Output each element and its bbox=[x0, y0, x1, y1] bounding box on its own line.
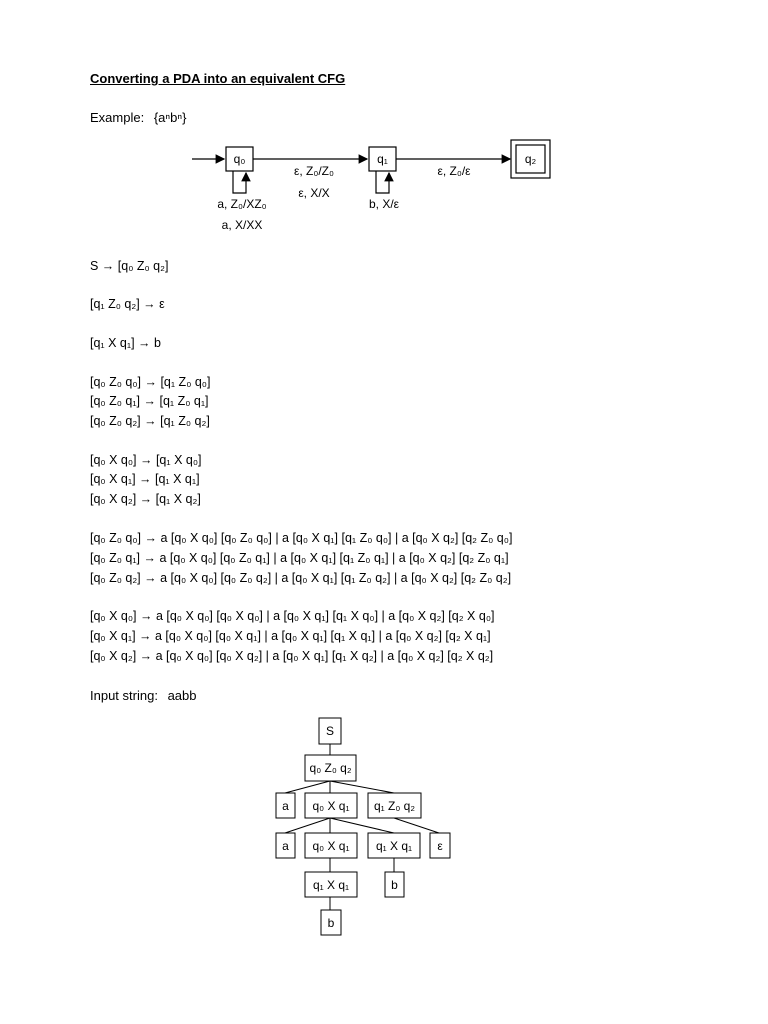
rule-eps-x-0: [q₀ X q₀] → [q₁ X q₀] bbox=[90, 453, 202, 467]
tree-node-n2-label: q₀ X q₁ bbox=[312, 799, 350, 813]
rule-push-z-1: [q₀ Z₀ q₁] → a [q₀ X q₀] [q₀ Z₀ q₁] | a [q₀ X q₁] [q₁ Z₀ q₁] | a [q₀ X q₂] [q₂ Z₀ q₁] bbox=[90, 551, 509, 565]
example-language: {aⁿbⁿ} bbox=[153, 110, 187, 125]
loop-q0-label-1: a, Z₀/XZ₀ bbox=[217, 197, 267, 211]
rule-push-z-2: [q₀ Z₀ q₂] → a [q₀ X q₀] [q₀ Z₀ q₂] | a [q₀ X q₁] [q₁ Z₀ q₂] | a [q₀ X q₂] [q₂ Z₀ q₂] bbox=[90, 571, 512, 585]
tree-node-root-label: S bbox=[325, 724, 335, 738]
tree-node-n5-label: q₁ X q₁ bbox=[375, 839, 413, 853]
input-value: aabb bbox=[167, 688, 197, 703]
rule-push-x-1: [q₀ X q₁] → a [q₀ X q₀] [q₀ X q₁] | a [q₀ X q₁] [q₁ X q₁] | a [q₀ X q₂] [q₂ X q₁] bbox=[90, 629, 491, 643]
tree-node-n3-label: q₁ Z₀ q₂ bbox=[373, 799, 416, 813]
tree-node-b1-label: b bbox=[391, 878, 398, 892]
state-q0-label: q₀ bbox=[233, 152, 246, 166]
pda-diagram bbox=[0, 0, 768, 250]
tree-node-a2-label: a bbox=[282, 839, 289, 853]
tree-edge bbox=[285, 818, 330, 833]
rule-start: S → [q₀ Z₀ q₂] bbox=[90, 259, 169, 273]
tree-node-eps-label: ε bbox=[437, 839, 443, 853]
rule-1: [q₁ Z₀ q₂] → ε bbox=[90, 297, 165, 311]
edge-q0-q1-label-2: ε, X/X bbox=[298, 186, 330, 200]
input-label: Input string: bbox=[90, 688, 158, 703]
tree-edge bbox=[285, 781, 330, 793]
state-q2-label: q₂ bbox=[524, 152, 537, 166]
rule-eps-x-2: [q₀ X q₂] → [q₁ X q₂] bbox=[90, 492, 201, 506]
parse-tree bbox=[0, 700, 768, 950]
tree-node-b2-label: b bbox=[327, 916, 335, 930]
rule-eps-x-1: [q₀ X q₁] → [q₁ X q₁] bbox=[90, 472, 200, 486]
tree-edge bbox=[330, 818, 394, 833]
rule-push-x-2: [q₀ X q₂] → a [q₀ X q₀] [q₀ X q₂] | a [q₀ X q₁] [q₁ X q₂] | a [q₀ X q₂] [q₂ X q₂] bbox=[90, 649, 494, 663]
loop-q1-label: b, X/ε bbox=[368, 197, 400, 211]
edge-q0-q1-label-1: ε, Z₀/Z₀ bbox=[294, 164, 334, 178]
tree-node-n4-label: q₀ X q₁ bbox=[312, 839, 350, 853]
loop-q0-label-2: a, X/XX bbox=[221, 218, 263, 232]
tree-node-n6-label: q₁ X q₁ bbox=[312, 878, 350, 892]
tree-node-a1-label: a bbox=[282, 799, 289, 813]
loop-q1 bbox=[376, 171, 389, 193]
rule-eps-z-1: [q₀ Z₀ q₁] → [q₁ Z₀ q₁] bbox=[90, 394, 209, 408]
rule-push-x-0: [q₀ X q₀] → a [q₀ X q₀] [q₀ X q₀] | a [q₀ X q₁] [q₁ X q₀] | a [q₀ X q₂] [q₂ X q₀] bbox=[90, 609, 495, 623]
example-label: Example: bbox=[90, 110, 145, 125]
rule-eps-z-2: [q₀ Z₀ q₂] → [q₁ Z₀ q₂] bbox=[90, 414, 210, 428]
rule-2: [q₁ X q₁] → b bbox=[90, 336, 161, 350]
rule-eps-z-0: [q₀ Z₀ q₀] → [q₁ Z₀ q₀] bbox=[90, 375, 211, 389]
state-q1-label: q₁ bbox=[377, 152, 388, 166]
rule-push-z-0: [q₀ Z₀ q₀] → a [q₀ X q₀] [q₀ Z₀ q₀] | a [q₀ X q₁] [q₁ Z₀ q₀] | a [q₀ X q₂] [q₂ Z₀ q₀] bbox=[90, 531, 513, 545]
page-title: Converting a PDA into an equivalent CFG bbox=[90, 71, 346, 86]
edge-q1-q2-label: ε, Z₀/ε bbox=[437, 164, 471, 178]
tree-node-n1-label: q₀ Z₀ q₂ bbox=[309, 761, 352, 775]
loop-q0 bbox=[233, 171, 246, 193]
tree-edge bbox=[394, 818, 439, 833]
tree-edge bbox=[330, 781, 394, 793]
